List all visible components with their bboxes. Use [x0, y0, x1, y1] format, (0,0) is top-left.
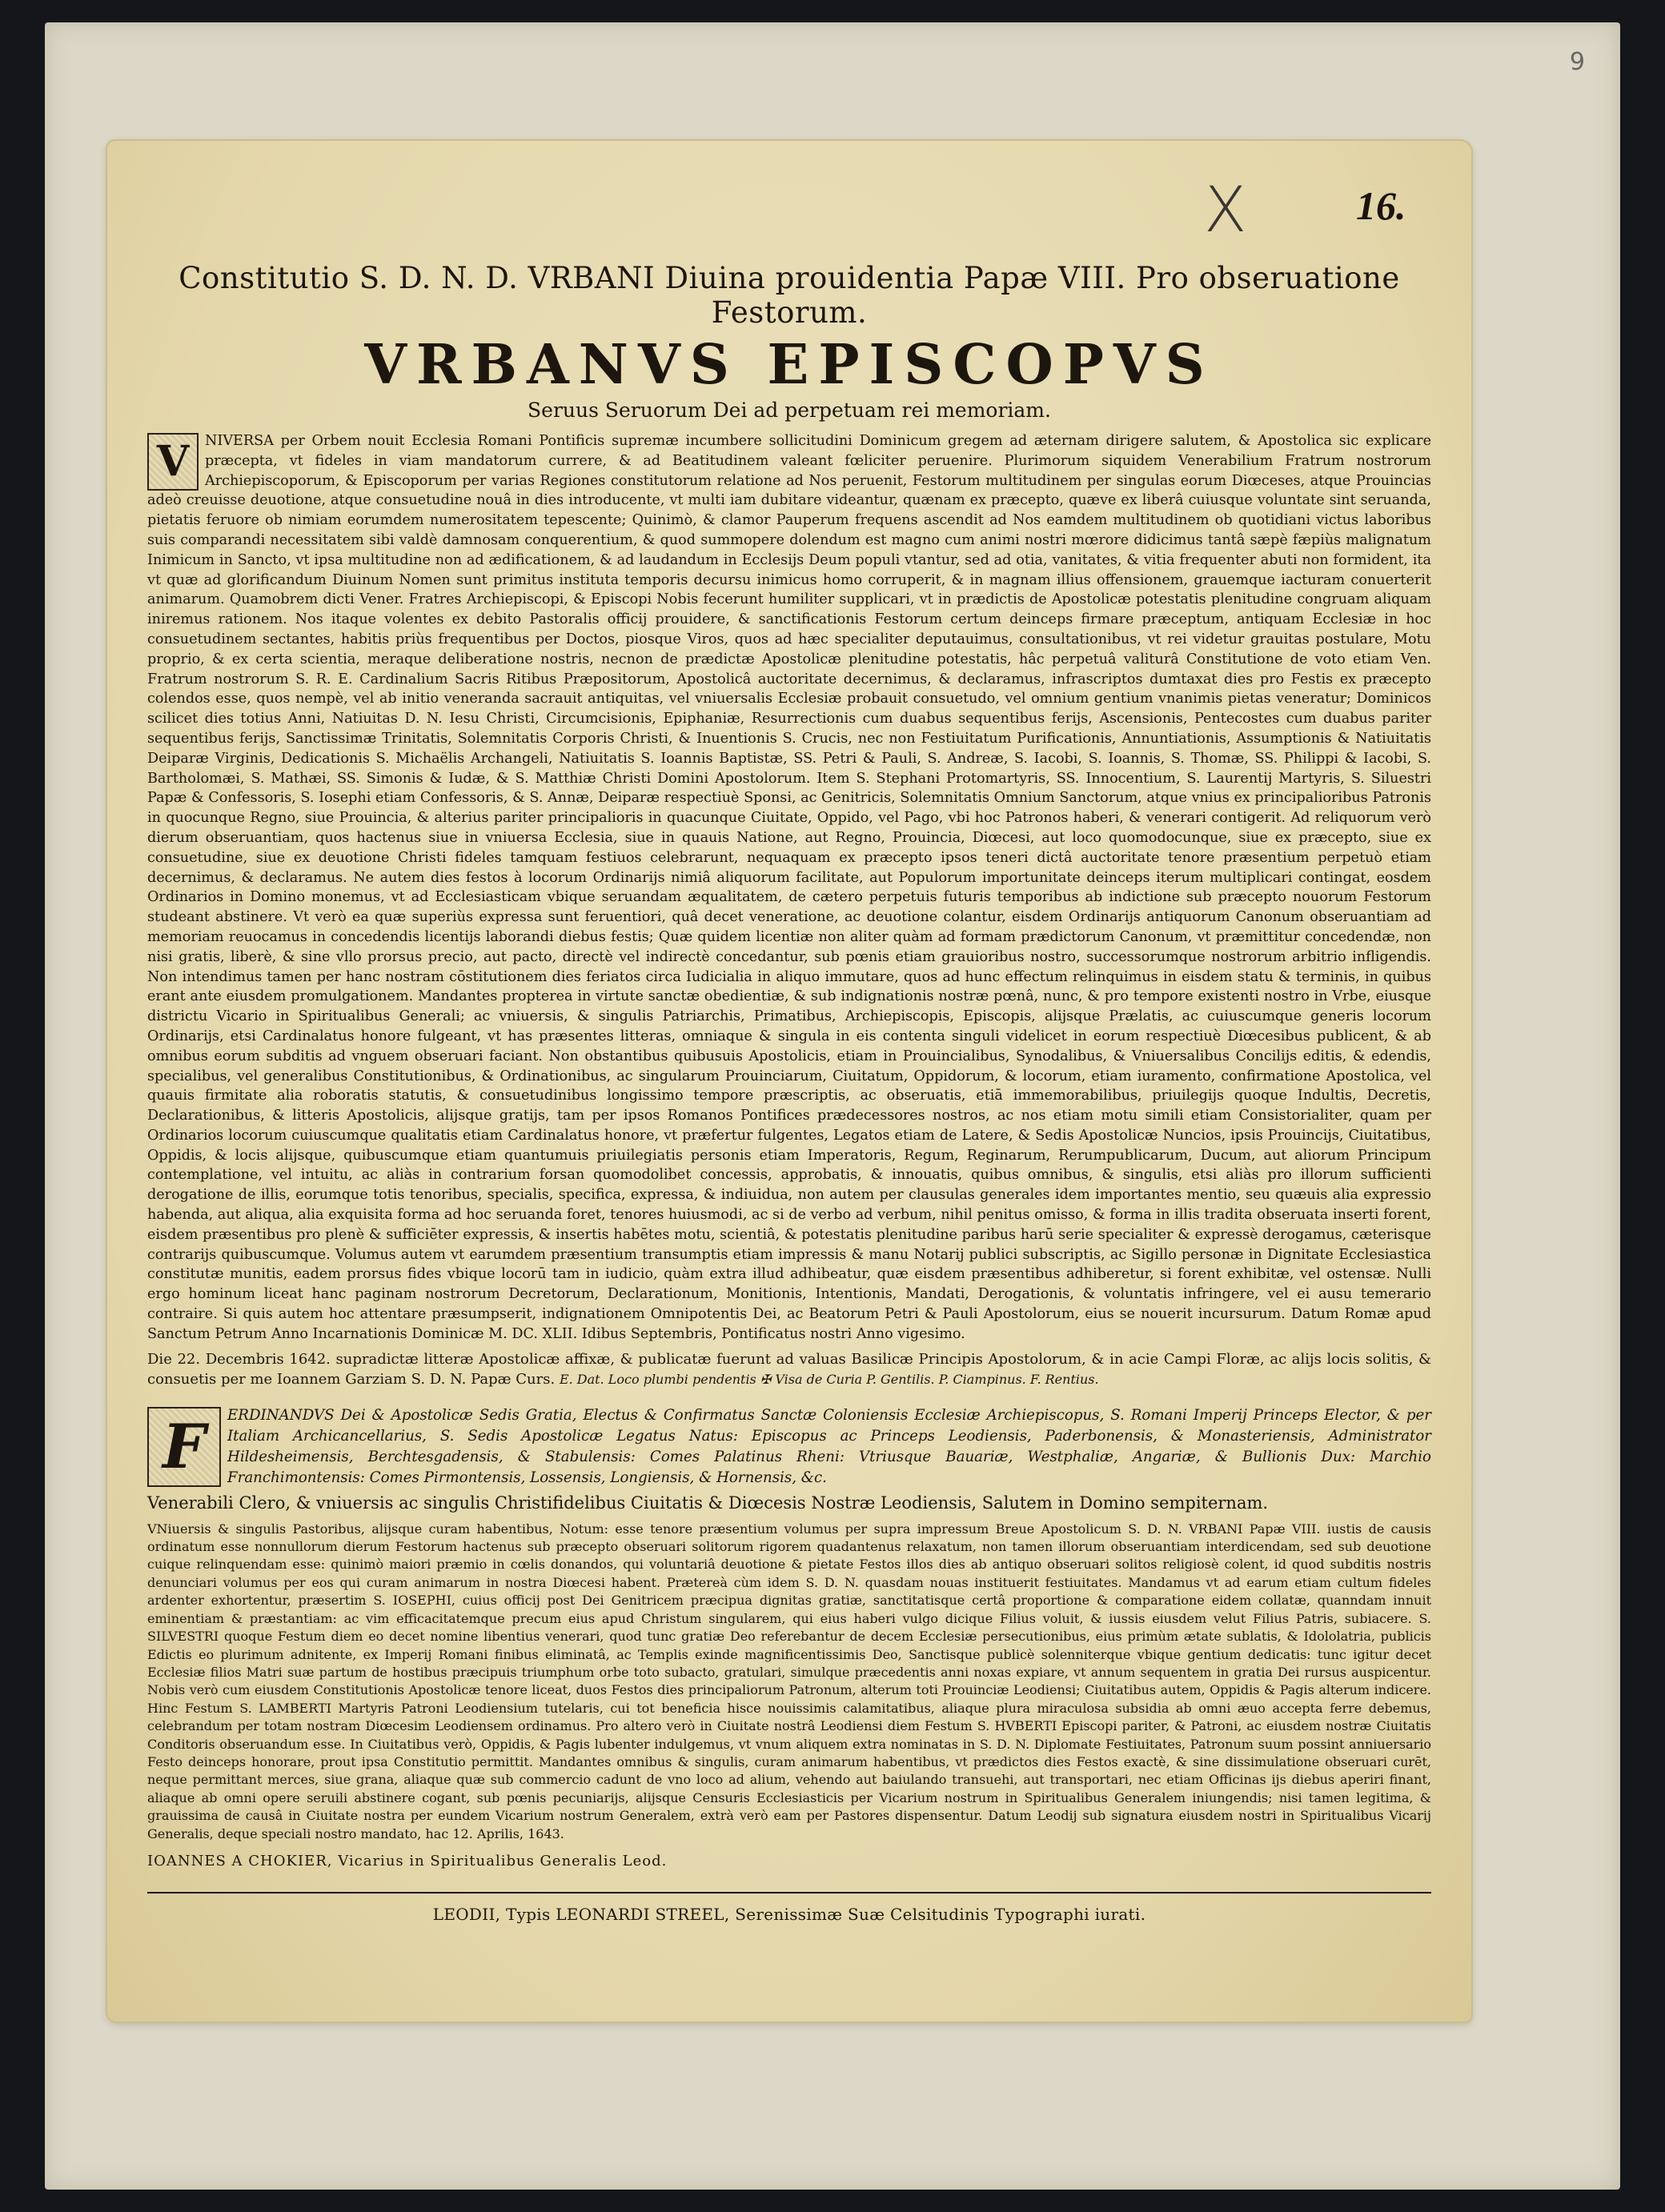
- imprint-rule: [147, 1892, 1431, 1893]
- printed-broadsheet: [107, 141, 1471, 2022]
- pope-heading: VRBANVS EPISCOPVS: [364, 333, 1214, 397]
- handwritten-folio-number: 16.: [1356, 183, 1406, 228]
- publication-note: Die 22. Decembris 1642. supradictæ litteræ Apostolicæ affixæ, & publicatæ fuerunt ad valuas Basilicæ Principis Apostolorum, & in acie Campi Floræ, ac alijs locis solitis, & consuetis per me Ioannem Garziam S. D. N. Papæ Curs.: [147, 1350, 1431, 1388]
- vicar-signature: IOANNES A CHOKIER, Vicarius in Spiritualibus Generalis Leod.: [147, 1852, 668, 1869]
- constitution-paragraph: [147, 431, 1431, 1344]
- publication-note-block: [147, 1349, 1431, 1389]
- archive-page-number: 9: [1569, 48, 1585, 76]
- document-subtitle: Seruus Seruorum Dei ad perpetuam rei memoriam.: [528, 399, 1051, 422]
- ferdinand-title: ERDINANDVS Dei & Apostolicæ Sedis Gratia, Electus & Confirmatus Sanctæ Coloniensis Ecclesiæ Archiepiscopus, S. Romani Imperij Princeps Elector, & per Italiam Archicancellarius, S. Sedis Apostolicæ Legatus Natus: Episcopus ac Princeps Leodiensis, Paderbonensis, & Monasteriensis, Administrator Hildesheimensis, Berchtesgadensis, & Stabulensis: Comes Palatinus Rheni: Vtriusque Bauariæ, Westphaliæ, Angariæ, & Bullionis Dux: Marchio Franchimontensis: Comes Pirmontensis, Lossensis, Longiensis, & Hornensis, &c.: [227, 1406, 1431, 1486]
- constitution-text: NIVERSA per Orbem nouit Ecclesia Romani Pontificis supremæ incumbere sollicitudini Dominicum gregem ad æternam dirigere salutem, & Apostolica sic explicare præcepta, vt fideles in viam mandatorum currere, & ad Beatitudinem valeant fœliciter peruenire. Plurimorum siquidem Venerabilium Fratrum nostrorum Archiepiscoporum, & Episcoporum per varias Regiones constitutorum relatione ad Nos peruenit, Festorum multitudinem per singulas eorum Diœceses, atque Prouincias adeò creuisse deuotione, atque consuetudine nouâ in dies introducente, vt multi iam dubitare videantur, quænam ex præcepto, quæve ex liberâ cuiusque voluntate sint seruanda, pietatis feruore ob nimiam eorumdem numerositatem tepescente; Quinimò, & clamor Pauperum frequens ascendit ad Nos eamdem multitudinem ob quotidiani victus laboribus suis comparandi necessitatem sibi valdè damnosam conquerentium, & quod summopere dolendum est magno cum animi nostri mœrore didicimus tantâ sæpè fæpiùs malignatum Inimicum in Sancto, vt ipsa multitudine non ad ædificationem, & ad laudandum in Ecclesijs Deum populi vtantur, sed ad otia, vanitates, & vitia frequenter abuti non formident, ita vt quæ ad glorificandum Diuinum Nomen sunt primitus instituta temporis decursu inimicus homo corruperit, & in magnam illius offensionem, grauemque iacturam conuerterit animarum. Quamobrem dicti Vener. Fratres Archiepiscopi, & Episcopi Nobis fecerunt humiliter supplicari, vt in prædictis de Apostolicæ potestatis plenitudine congruam aliquam iniremus rationem. Nos itaque volentes ex debito Pastoralis officij prouidere, & sanctificationis Festorum certum deinceps firmare præceptum, antiquam Ecclesiæ in hoc consuetudinem sectantes, habitis priùs frequentibus per Doctos, piosque Viros, quos ad hæc specialiter deputauimus, consultationibus, vt rei videtur grauitas postulare, Motu proprio, & ex certa scientia, meraque deliberatione nostris, necnon de prædictæ Apostolicæ plenitudine potestatis, hâc perpetuâ valiturâ Constitutione de voto etiam Ven. Fratrum nostrorum S. R. E. Cardinalium Sacris Ritibus Præpositorum, Apostolicâ auctoritate decernimus, & declaramus, infrascriptos dumtaxat dies pro Festis ex præcepto colendos esse, quos nempè, vel ab initio veneranda sacrauit antiquitas, vel vniuersalis Ecclesiæ probauit consuetudo, vel omnium gentium vnanimis pietas veneratur; Dominicos scilicet dies totius Anni, Natiuitas D. N. Iesu Christi, Circumcisionis, Epiphaniæ, Resurrectionis cum duabus sequentibus ferijs, Ascensionis, Pentecostes cum duabus pariter sequentibus ferijs, Sanctissimæ Trinitatis, Solemnitatis Corporis Christi, & Inuentionis S. Crucis, nec non Festiuitatum Purificationis, Annuntiationis, Assumptionis & Natiuitatis Deiparæ Virginis, Dedicationis S. Michaëlis Archangeli, Natiuitatis S. Ioannis Baptistæ, SS. Petri & Pauli, S. Andreæ, S. Iacobi, S. Ioannis, S. Thomæ, SS. Philippi & Iacobi, S. Bartholomæi, S. Mathæi, SS. Simonis & Iudæ, & S. Matthiæ Christi Domini Apostolorum. Item S. Stephani Protomartyris, SS. Innocentium, S. Laurentij Martyris, S. Siluestri Papæ & Confessoris, S. Iosephi etiam Confessoris, & S. Annæ, Deiparæ respectiuè Sponsi, ac Genitricis, Solemnitatis Omnium Sanctorum, atque vnius ex principalioribus Patronis in quocunque Regno, siue Prouincia, & alterius pariter principalioris in quacunque Ciuitate, Oppido, vel Pago, vbi hoc Patronos haberi, & venerari contigerit. Ad reliquorum verò dierum obseruantiam, quos hactenus siue in vniuersa Ecclesia, siue in quauis Natione, aut Regno, Prouincia, Diœcesi, aut loco quomodocunque, siue ex præcepto, siue ex consuetudine, siue ex deuotione Christi fideles tamquam festiuos celebrarunt, nequaquam ex præcepto ipsos teneri dictâ auctoritate tenore præsentium perpetuò etiam decernimus, & declaramus. Ne autem dies festos à locorum Ordinarijs nimiâ aliquorum facilitate, aut Populorum importunitate deinceps iterum multiplicari contingat, eosdem Ordinarios in Domino monemus, vt ad Ecclesiasticam vbique seruandam æqualitatem, de cætero perpetuis futuris temporibus ab indictione sub præcepto nouorum Festorum studeant abstinere. Vt verò ea quæ superiùs expressa sunt feruentiori, quâ decet veneratione, ac deuotione colantur, eisdem Ordinarijs antiquorum Canonum obseruantiam ad memoriam reuocamus in concedendis licentijs laborandi diebus festis; Quæ quidem licentiæ non aliter quàm ad formam prædictorum Canonum, vt præmittitur concedendæ, non nisi gratis, liberè, & sine vllo prorsus precio, aut pacto, directè vel indirectè concedantur, sub pœnis etiam grauioribus nostro, successorumque nostrorum arbitrio infligendis. Non intendimus tamen per hanc nostram cōstitutionem dies feriatos circa Iudicialia in aliquo immutare, quos ad hunc effectum relinquimus in eisdem statu & terminis, in quibus erant ante eiusdem promulgationem. Mandantes propterea in virtute sanctæ obedientiæ, & sub indignationis nostræ pœnâ, nunc, & pro tempore existenti nostro in Vrbe, eiusque districtu Vicario in Spiritualibus Generali; ac vniuersis, & singulis Patriarchis, Primatibus, Archiepiscopis, Episcopis, alijsque Prælatis, ac cuiuscumque generis locorum Ordinarijs, etsi Cardinalatus honore fulgeant, vt has præsentes litteras, omniaque & singula in eis contenta singuli videlicet in eorum respectiuè Diœcesibus publicent, & ab omnibus eorum subditis ad vnguem obseruari faciant. Non obstantibus quibusuis Apostolicis, etiam in Prouincialibus, Synodalibus, & Vniuersalibus Concilijs editis, & edendis, specialibus, vel generalibus Constitutionibus, & Ordinationibus, ac singularum Prouinciarum, Ciuitatum, Oppidorum, & locorum, etiam iuramento, confirmatione Apostolica, vel quauis firmitate alia roboratis statutis, & consuetudinibus longissimo tempore præscriptis, ac obseruatis, etiā immemorabilibus, priuilegijs quoque Indultis, Decretis, Declarationibus, & litteris Apostolicis, alijsque gratijs, tam per ipsos Romanos Pontifices prædecessores nostros, ac nos etiam motu simili etiam Consistorialiter, quam per Ordinarios locorum cuiuscumque qualitatis etiam Cardinalatus honore, vt præfertur fulgentes, Legatos etiam de Latere, & Sedis Apostolicæ Nuncios, ipsis Prouincijs, Ciuitatibus, Oppidis, & locis alijsque, quibuscumque etiam quantumuis priuilegiatis personis etiam Imperatoris, Regum, Reginarum, Rerumpublicarum, Ducum, aut aliorum Principum contemplatione, vel intuitu, ac aliàs in contrarium forsan quomodolibet concessis, approbatis, & innouatis, quibus omnibus, & singulis, etsi aliàs pro illorum sufficienti derogatione de illis, eorumque totis tenoribus, specialis, specifica, expressa, & indiuidua, non autem per clausulas generales idem importantes mentio, seu quæuis alia expressio habenda, aut aliqua, alia exquisita forma ad hoc seruanda foret, tenores huiusmodi, ac si de verbo ad verbum, nihil penitus omisso, & forma in illis tradita obseruata inserti forent, eisdem præsentibus pro plenè & sufficiēter expressis, & insertis habētes motu, scientiâ, & potestatis plenitudine paribus harū serie specialiter & expressè derogamus, cæterisque contrarijs quibuscumque. Volumus autem vt earumdem præsentium transumptis etiam impressis & manu Notarij publici subscriptis, ac Sigillo personæ in Dignitate Ecclesiastica constitutæ munitis, eadem prorsus fides vbique locorū tam in iudicio, quàm extra illud adhibeatur, quæ eisdem præsentibus adhiberetur, si forent exhibitæ, vel ostensæ. Nulli ergo hominum liceat hanc paginam nostrorum Decretorum, Declarationum, Monitionis, Intentionis, Mandati, Derogationis, & voluntatis infringere, vel ei ausu temerario contraire. Si quis autem hoc attentare præsumpserit, indignationem Omnipotentis Dei, ac Beatorum Petri & Pauli Apostolorum, eius se nouerit incursurum. Datum Romæ apud Sanctum Petrum Anno Incarnationis Dominicæ M. DC. XLII. Idibus Septembris, Pontificatus nostri Anno vigesimo.: [147, 433, 1431, 1342]
- decorated-initial-f: F: [147, 1407, 221, 1487]
- printer-imprint: LEODII, Typis LEONARDI STREEL, Serenissimæ Suæ Celsitudinis Typographi iurati.: [432, 1904, 1146, 1924]
- edict-text: VNiuersis & singulis Pastoribus, alijsque curam habentibus, Notum: esse tenore præsentium volumus per supra impressum Breue Apostolicum S. D. N. VRBANI Papæ VIII. iustis de causis ordinatum esse nonnullorum dierum Festorum hactenus sub præcepto obseruari solitorum rigorem quadantenus relaxatum, non tamen illorum obseruantiam interdicendam, sed sub deuotione cuique relinquendam esse: quinimò maiori præmio in cœlis donandos, qui voluntariâ deuotione & pietate Festos illos dies ab antiquo obseruari solitos religiosè colent, id quod subditis nostris denunciari volumus per eos qui curam animarum in nostra Diœcesi habent. Prætereà cùm idem S. D. N. quasdam nouas instituerit festiuitates. Mandamus vt ad earum etiam cultum fideles ardenter exhortentur, præsertim S. IOSEPHI, cuius officij post Dei Genitricem præcipua dignitas gratiæ, sanctitatisque certâ proportione & comparatione eidem collatæ, quanndam innuit eminentiam & præstantiam: ac vim efficacitatemque precum eius apud Christum singularem, qui eius haberi vulgo dicique Filius voluit, & iussis eiusdem velut Filius Patris, subiacere. S. SILVESTRI quoque Festum diem eo decet nomine libentius venerari, quod tunc gratiæ Deo referebantur de decem Ecclesiæ persecutionibus, eius primùm ætate sublatis, & Idololatria, publicis Edictis eo plurimum adnitente, ex Imperij Romani finibus eliminatâ, ac Templis exinde magnificentissimis Deo, Sanctisque publicè solenniterque vbique gentium dedicatis: tunc igitur decet Ecclesiæ filios Matri suæ partum de hostibus præcipuis triumphum orbe toto subacto, gratulari, simulque præcedentis anni noxas expiare, vt annum sequentem in gratia Dei rursus auspicentur. Nobis verò cum eiusdem Constitutionis Apostolicæ tenore liceat, duos Festos dies principaliorum Patronum, alterum toti Prouinciæ Leodiensi; Ciuitatibus autem, Oppidis & Pagis alterum indicere. Hinc Festum S. LAMBERTI Martyris Patroni Leodiensium tutelaris, cui tot beneficia hisce nouissimis calamitatibus, aliaque plura miraculosa subsidia ab omni æuo accepta ferre debemus, celebrandum per totam nostram Diœcesim Leodiensem ordinamus. Pro altero verò in Ciuitate nostrâ Leodiensi diem Festum S. HVBERTI Episcopi pariter, & Patroni, ac eiusdem nostræ Ciuitatis Conditoris obseruandum esse. In Ciuitatibus verò, Oppidis, & Pagis lubenter indulgemus, vt vnum aliquem extra nominatas in S. D. N. Diplomate Festiuitates, Patronum suum possint anniuersario Festo deinceps honorare, prout ipsa Constitutio permittit. Mandantes omnibus & singulis, curam animarum habentibus, vt prædictos dies Festos exactè, & sine dissimulatione obseruari curēt, neque permittant merces, siue grana, aliaque quæ sub commercio cadunt de vno loco ad alium, vehendo aut baiulando transuehi, aut transportari, nec etiam Officinas ijs diebus aperiri finant, aliaque ab omni opere seruili abstinere cogant, sub pœnis pecuniarijs, alijsque Censuris Ecclesiasticis per Vicarium nostrum in Spiritualibus Generalem iniungendis; nisi tamen legitima, & grauissima de causâ in Ciuitate nostra per eundem Vicarium nostrum Generalem, extrà verò eam per Pastores dispensentur. Datum Leodij sub signatura eiusdem nostri in Spiritualibus Vicarij Generalis, deque speciali nostro mandato, hac 12. Aprilis, 1643.: [147, 1521, 1431, 1841]
- document-title: Constitutio S. D. N. D. VRBANI Diuina prouidentia Papæ VIII. Pro obseruatione Festorum.: [179, 261, 1400, 330]
- ferdinand-title-paragraph: [147, 1405, 1431, 1489]
- seal-note: E. Dat. Loco plumbi pendentis ✠ Visa de Curia P. Gentilis. P. Ciampinus. F. Rentius.: [559, 1371, 1099, 1387]
- edict-salutation: Venerabili Clero, & vniuersis ac singulis Christifidelibus Ciuitatis & Diœcesis Nostræ Leodiensis, Salutem in Domino sempiternam.: [147, 1493, 1269, 1513]
- handwritten-x-mark: X: [1204, 174, 1247, 246]
- decorated-initial-v: V: [147, 433, 199, 491]
